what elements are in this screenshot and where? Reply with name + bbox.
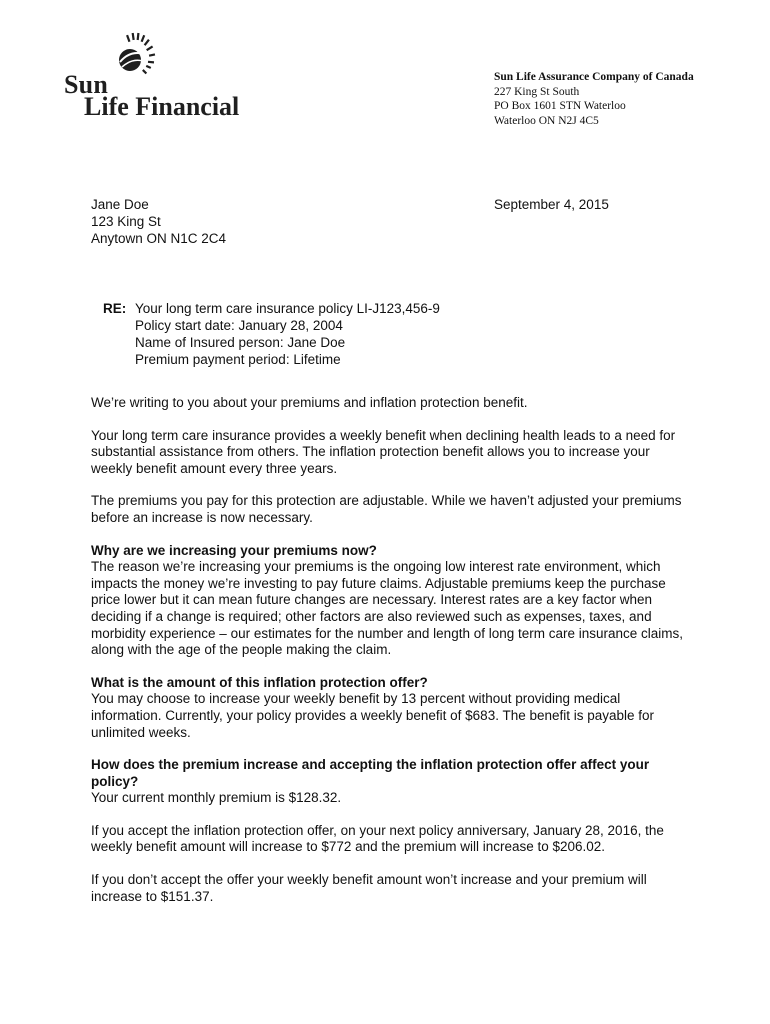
re-insured: Name of Insured person: Jane Doe xyxy=(135,335,346,350)
answer-text: You may choose to increase your weekly benefit by 13 percent without providing medical information. Currently, your policy provides a weekly benefit of $683. The benefit is payable for unlimited weeks. xyxy=(91,691,655,740)
accept-offer-paragraph: If you accept the inflation protection offer, on your next policy anniversary, January 28, 2016, the weekly benefit amount will increase to $772 and the premium will increase to $206.02. xyxy=(91,822,664,855)
answer-text: The reason we’re increasing your premiums is the ongoing low interest rate environment, which impacts the money we’re investing to pay future claims. Adjustable premiums keep the purchase price lower but it can mean future changes are necessary. Interest rates are a key factor when deciding if a change is required; other factors are also reviewed such as expenses, taxes, and morbidity experience – our estimates for the number and length of long term care insurance claims, along with the age of the people making the claim. xyxy=(91,559,684,658)
re-payment-period: Premium payment period: Lifetime xyxy=(135,352,341,367)
company-name: Sun Life Assurance Company of Canada xyxy=(494,71,694,83)
letter-body xyxy=(91,395,691,921)
recipient-address xyxy=(91,196,226,247)
sun-life-logo xyxy=(64,30,264,120)
section-premium-effect xyxy=(91,757,691,807)
re-label: RE: xyxy=(103,301,127,316)
company-address xyxy=(494,70,694,128)
section-why-increase xyxy=(91,543,691,659)
question-heading: How does the premium increase and accepting the inflation protection offer affect your policy? xyxy=(91,757,650,789)
answer-text: Your current monthly premium is $128.32. xyxy=(91,790,342,806)
letter-date: September 4, 2015 xyxy=(494,197,609,212)
logo-text-sun: Sun xyxy=(64,70,108,99)
intro-paragraph: We’re writing to you about your premiums and inflation protection benefit. xyxy=(91,395,528,410)
section-inflation-offer xyxy=(91,675,691,741)
re-start-date: Policy start date: January 28, 2004 xyxy=(135,318,343,333)
recipient-street: 123 King St xyxy=(91,214,161,229)
benefit-paragraph: Your long term care insurance provides a weekly benefit when declining health leads to a need for substantial assistance from others. The inflation protection benefit allows you to increase your weekly benefit amount every three years. xyxy=(91,427,676,476)
company-street: 227 King St South xyxy=(494,85,580,98)
company-po-box: PO Box 1601 STN Waterloo xyxy=(494,100,626,112)
company-city: Waterloo ON N2J 4C5 xyxy=(494,114,599,127)
re-policy: Your long term care insurance policy LI-J123,456-9 xyxy=(135,301,440,316)
decline-offer-paragraph: If you don’t accept the offer your weekly benefit amount won’t increase and your premium will increase to $151.37. xyxy=(91,872,647,904)
recipient-city: Anytown ON N1C 2C4 xyxy=(91,231,227,246)
recipient-name: Jane Doe xyxy=(91,197,149,212)
question-heading: Why are we increasing your premiums now? xyxy=(91,542,377,558)
sun-emblem-icon xyxy=(110,30,166,82)
logo-text-life-financial: Life Financial xyxy=(84,92,240,121)
premiums-paragraph: The premiums you pay for this protection are adjustable. While we haven’t adjusted your premiums before an increase is now necessary. xyxy=(91,493,682,525)
question-heading: What is the amount of this inflation protection offer? xyxy=(91,674,428,690)
re-details xyxy=(135,300,440,368)
